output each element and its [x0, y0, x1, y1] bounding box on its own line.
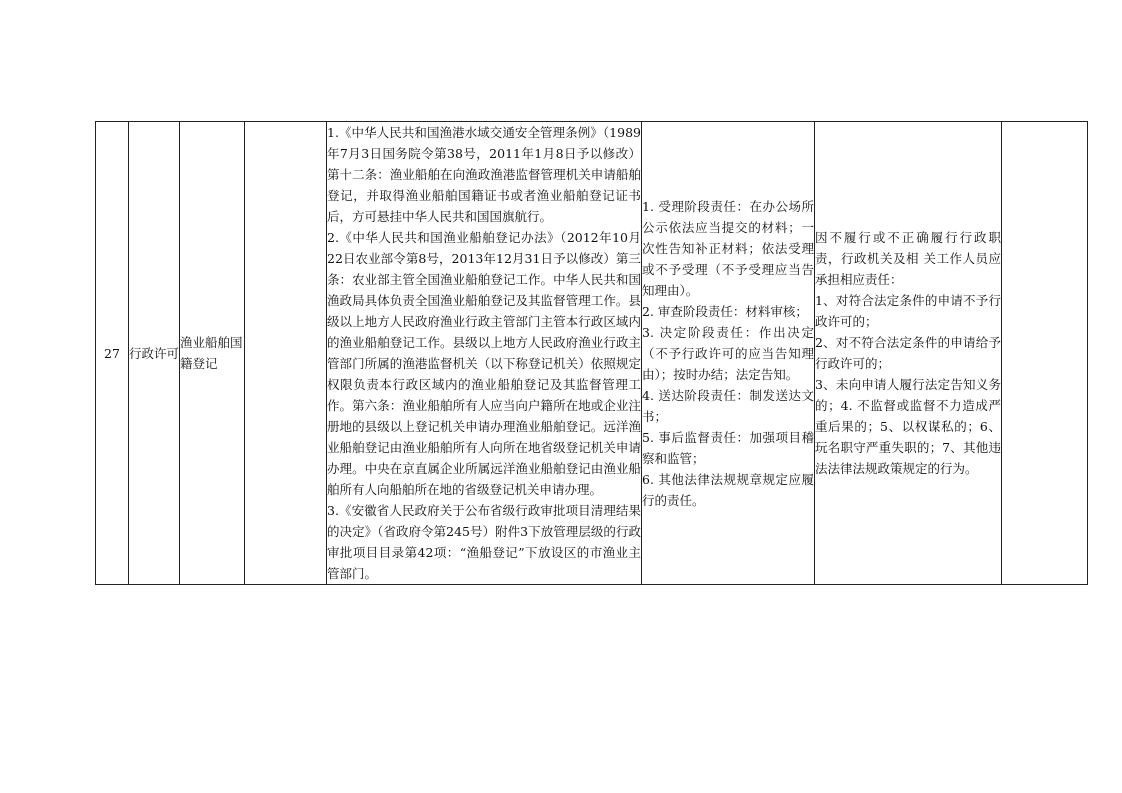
legal-basis-item: 1.《中华人民共和国渔港水域交通安全管理条例》（1989年7月3日国务院令第38号，2011年1月8日予以修改）第十二条：渔业船舶在向渔政渔港监督管理机关申请船舶登记，并取得渔业船舶国籍证书或者渔业船舶登记证书后，方可悬挂中华人民共和国国旗航行。 [327, 125, 641, 224]
item-name: 渔业船舶国籍登记 [180, 122, 245, 585]
responsibility-cell [642, 122, 815, 585]
legal-basis-item: 2.《中华人民共和国渔业船舶登记办法》（2012年10月22日农业部令第8号，2013年12月31日予以修改）第三条：农业部主管全国渔业船舶登记工作。中华人民共和国渔政局具体负责全国渔业船舶登记及其监督管理工作。县级以上地方人民政府渔业行政主管部门主管本行政区域内的渔业船舶登记工作。县级以上地方人民政府渔业行政主管部门所属的渔港监督机关（以下称登记机关）依照规定权限负责本行政区域内的渔业船舶登记及其监督管理工作。第六条：渔业船舶所有人应当向户籍所在地或企业注册地的县级以上登记机关申请办理渔业船舶登记。远洋渔业船舶登记由渔业船舶所有人向所在地省级登记机关申请办理。中央在京直属企业所属远洋渔业船舶登记由渔业船舶所有人向船舶所在地的省级登记机关申请办理。 [327, 230, 641, 497]
responsibility-item: 4. 送达阶段责任：制发送达文书； [642, 387, 814, 424]
sub-item-cell [245, 122, 327, 585]
liability-cell [815, 122, 1002, 585]
responsibility-item: 3. 决定阶段责任：作出决定（不予行政许可的应当告知理由）；按时办结；法定告知。 [642, 324, 814, 382]
legal-basis-cell [327, 122, 642, 585]
liability-item: 1、对符合法定条件的申请不予行政许可的； [815, 293, 1001, 329]
responsibility-item: 5. 事后监督责任：加强项目稽察和监管； [642, 429, 814, 466]
power-list-table [95, 121, 1088, 585]
liability-item: 因不履行或不正确履行行政职责，行政机关及相 关工作人员应承担相应责任： [815, 230, 1001, 287]
responsibility-item: 6. 其他法律法规规章规定应履行的责任。 [642, 471, 814, 508]
legal-basis-item: 3.《安徽省人民政府关于公布省级行政审批项目清理结果的决定》（省政府令第245号）附件3下放管理层级的行政审批项目目录第42项：“渔船登记”下放设区的市渔业主管部门。 [327, 503, 641, 581]
responsibility-item: 2. 审查阶段责任：材料审核； [642, 303, 808, 319]
table-row [96, 122, 1088, 585]
liability-item: 3、未向申请人履行法定告知义务的；4. 不监督或监督不力造成严重后果的；5、以权谋私的；6、玩名职守严重失职的；7、其他违法法律法规政策规定的行为。 [815, 377, 1001, 476]
power-category: 行政许可 [129, 122, 180, 585]
responsibility-item: 1. 受理阶段责任：在办公场所公示依法应当提交的材料；一次性告知补正材料；依法受理或不予受理（不予受理应当告知理由）。 [642, 198, 814, 298]
liability-item: 2、对不符合法定条件的申请给予行政许可的； [815, 335, 1001, 371]
row-number: 27 [96, 122, 129, 585]
remarks-cell [1002, 122, 1088, 585]
